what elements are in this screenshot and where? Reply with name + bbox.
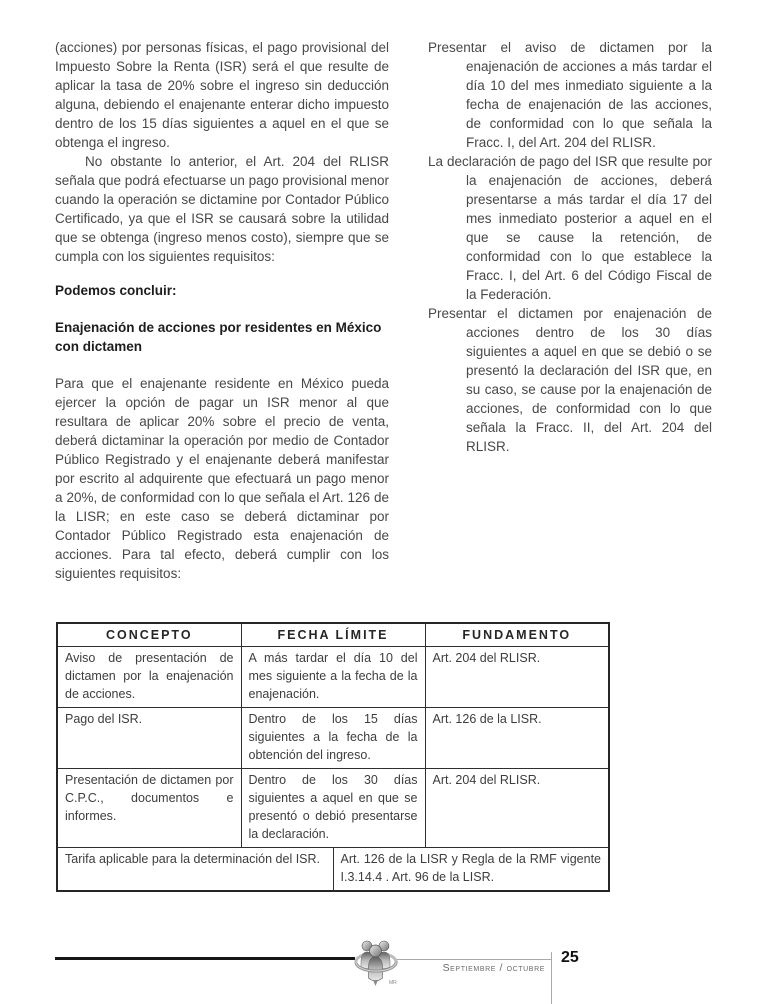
cell-fecha: A más tardar el día 10 del mes siguiente a la fecha de la enajenación. <box>241 647 425 708</box>
section-heading: Podemos concluir: <box>55 283 177 298</box>
logo-mark-text: MR <box>389 980 397 986</box>
left-column <box>55 38 389 583</box>
cell-tarifa: Tarifa aplicable para la determinación del ISR. <box>57 848 333 892</box>
table-row <box>57 708 609 769</box>
cell-fecha: Dentro de los 30 días siguientes a aquel en que se presentó o debió presentarse la declaración. <box>241 769 425 848</box>
paragraph: Para que el enajenante residente en México pueda ejercer la opción de pagar un ISR menor al que resultara de aplicar 20% sobre el precio de venta, deberá dictaminar la operación por medio de Contador Público Registrado y el enajenante deberá manifestar por escrito al adquirente que efectuará un pago menor a 20%, de conformidad con lo que señala el Art. 126 de la LISR; en este caso se deberá dictaminar por Contador Público Registrado esta enajenación de acciones. Para tal efecto, deberá cumplir con los siguientes requisitos: <box>55 376 389 581</box>
column-header-fundamento: FUNDAMENTO <box>425 623 609 647</box>
cell-fundamento: Art. 204 del RLISR. <box>425 647 609 708</box>
cell-fecha: Dentro de los 15 días siguientes a la fecha de la obtención del ingreso. <box>241 708 425 769</box>
requirements-table <box>56 622 610 892</box>
cell-fundamento: Art. 126 de la LISR. <box>425 708 609 769</box>
cell-tarifa-fundamento: Art. 126 de la LISR y Regla de la RMF vigente I.3.14.4 . Art. 96 de la LISR. <box>333 848 609 892</box>
footer-rule-vertical <box>551 952 552 1004</box>
list-item: Presentar el dictamen por enajenación de acciones dentro de los 30 días siguientes a aquel en que se debió o se presentó la declaración del ISR que, en su caso, se cause por la enajenación de acciones, de conformidad con lo que señala la Fracc. II, del Art. 204 del RLISR. <box>428 306 712 454</box>
table-row <box>57 647 609 708</box>
right-column <box>428 38 712 456</box>
footer-rule-thick <box>55 957 355 960</box>
section-heading: Enajenación de acciones por residentes en México con dictamen <box>55 320 382 354</box>
spacer <box>55 266 389 281</box>
table-footer-row <box>57 848 609 892</box>
column-header-fecha-limite: FECHA LÍMITE <box>241 623 425 647</box>
paragraph: (acciones) por personas físicas, el pago provisional del Impuesto Sobre la Renta (ISR) será el que resulte de aplicar la tasa de 20% sobre el ingreso sin deducción alguna, debiendo el enajenante enterar dicho impuesto dentro de los 15 días siguientes a aquel en el que se obtenga el ingreso. <box>55 40 389 150</box>
footer-rule-thin <box>397 959 551 960</box>
page-number: 25 <box>561 949 579 966</box>
spacer <box>55 300 389 318</box>
cell-fundamento: Art. 204 del RLISR. <box>425 769 609 848</box>
spacer <box>55 356 389 374</box>
paragraph: No obstante lo anterior, el Art. 204 del RLISR señala que podrá efectuarse un pago provisional menor cuando la operación se dictamine por Contador Público Certificado, ya que el ISR se causará sobre la utilidad que se obtenga (ingreso menos costo), siempre que se cumpla con los siguientes requisitos: <box>55 154 389 264</box>
list-item: Presentar el aviso de dictamen por la enajenación de acciones a más tardar el día 10 del mes inmediato siguiente a la fecha de enajenación de las acciones, de conformidad con lo que señala la Fracc. I, del Art. 204 del RLISR. <box>428 40 712 150</box>
footer-issue-label: Septiembre / octubre <box>442 962 545 974</box>
cell-concepto: Aviso de presentación de dictamen por la enajenación de acciones. <box>57 647 241 708</box>
table-row <box>57 769 609 848</box>
cell-concepto: Presentación de dictamen por C.P.C., documentos e informes. <box>57 769 241 848</box>
table-header-row <box>57 623 609 647</box>
publisher-logo-icon <box>351 934 401 992</box>
list-item: La declaración de pago del ISR que resulte por la enajenación de acciones, deberá presentarse a más tardar el día 17 del mes inmediato posterior a aquel en el que se cause la retención, de conformidad con lo que establece la Fracc. I, del Art. 6 del Código Fiscal de la Federación. <box>428 154 712 302</box>
column-header-concepto: CONCEPTO <box>57 623 241 647</box>
cell-concepto: Pago del ISR. <box>57 708 241 769</box>
